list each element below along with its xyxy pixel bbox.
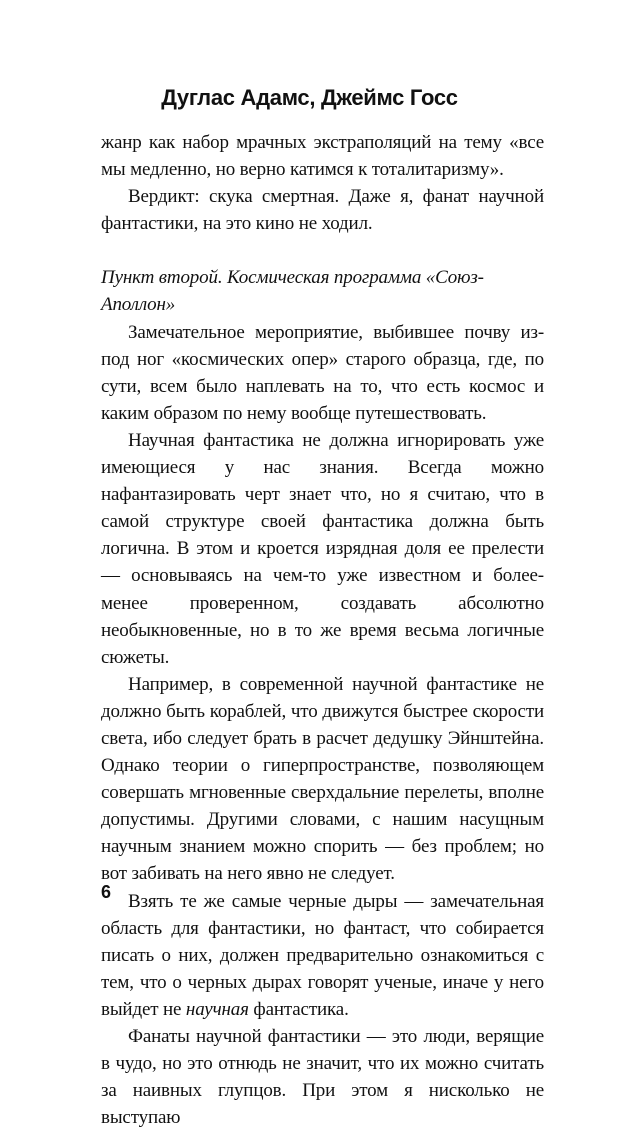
paragraph: Научная фантастика не должна игнорировать уже имеющиеся у нас знания. Всегда можно нафантазировать черт знает что, но я считаю, что в самой структуре своей фантастика должна быть логична. В этом и кроется изрядная доля ее прелести — основываясь на чем-то уже известном и более-менее проверенном, создавать абсолютно необыкновенные, но в то же время весьма логичные сюжеты.	[101, 429, 544, 668]
section-subhead: Пункт второй. Космическая программа «Союз-Аполлон»	[101, 267, 484, 316]
paragraph-text: фантастика.	[253, 998, 349, 1020]
paragraph: Вердикт: скука смертная. Даже я, фанат научной фантастики, на это кино не ходил.	[101, 186, 544, 235]
page-number: 6	[101, 882, 112, 902]
paragraph-text: Взять те же самые черные дыры — замечательная область для фантастики, но фантаст, что собирается писать о них, должен предварительно ознакомиться с тем, что о черных дырах говорят ученые, иначе у него выйдет не	[101, 890, 544, 1020]
running-head-authors: Дуглас Адамс, Джеймс Госс	[161, 85, 458, 110]
paragraph: жанр как набор мрачных экстраполяций на тему «все мы медленно, но верно катимся к тоталитаризму».	[101, 132, 544, 181]
paragraph: Замечательное мероприятие, выбившее почву из-под ног «космических опер» старого образца, где, по сути, всем было наплевать на то, что есть космос и каким образом по нему вообще путешествовать.	[101, 321, 544, 424]
emphasis-word: научная	[185, 998, 249, 1020]
paragraph	[101, 888, 544, 1023]
paragraph: Фанаты научной фантастики — это люди, верящие в чудо, но это отнюдь не значит, что их можно считать за наивных глупцов. При этом я нисколько не выступаю	[101, 1026, 544, 1129]
paragraph: Например, в современной научной фантастике не должно быть кораблей, что движутся быстрее скорости света, ибо следует брать в расчет дедушку Эйнштейна. Однако теории о гиперпространстве, позволяющем совершать мгновенные сверхдальние перелеты, вполне допустимы. Другими словами, с нашим насущным научным знанием можно спорить — без проблем; но вот забивать на него явно не следует.	[101, 673, 544, 885]
page-body	[101, 129, 544, 1131]
